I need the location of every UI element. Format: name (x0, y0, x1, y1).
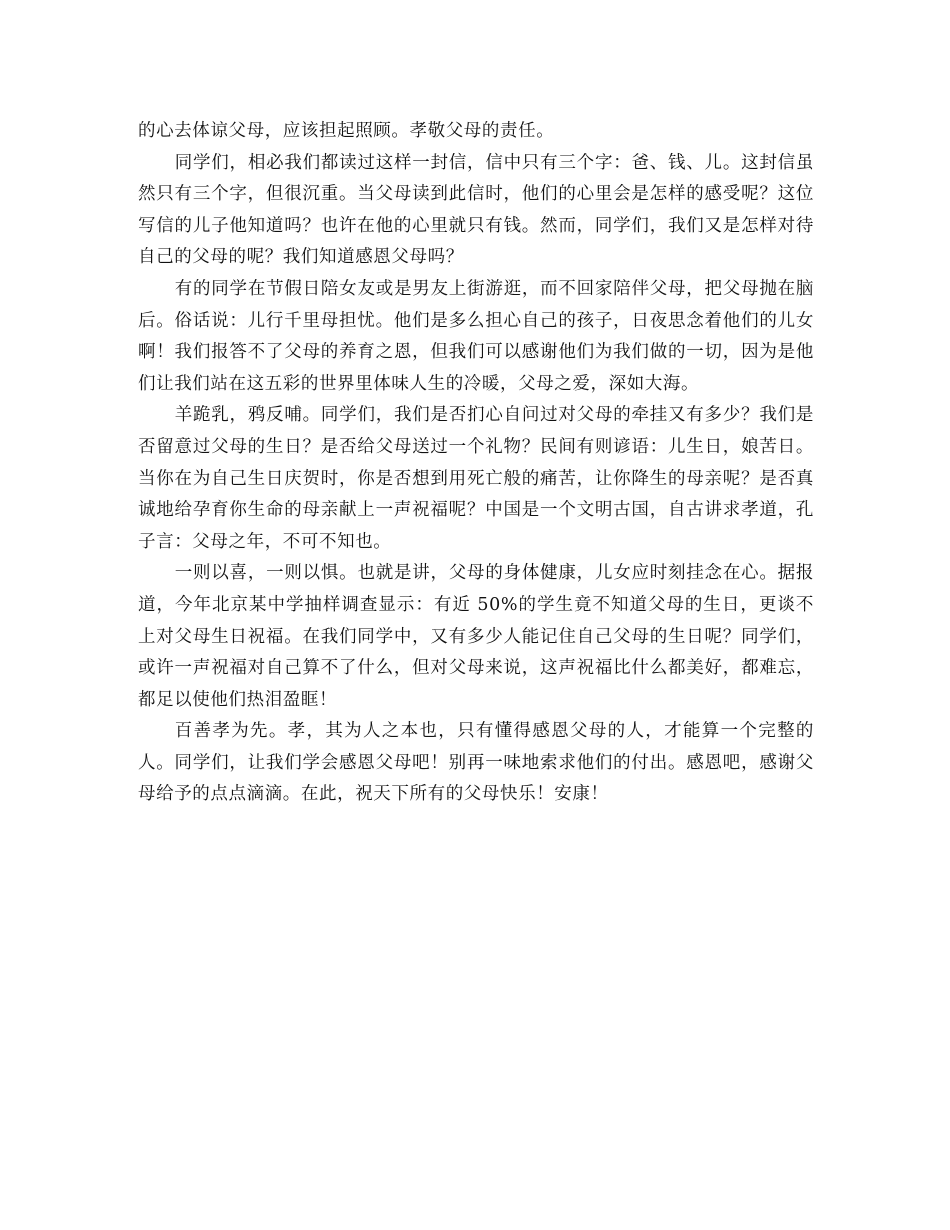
paragraph-3: 有的同学在节假日陪女友或是男友上街游逛，而不回家陪伴父母，把父母抛在脑后。俗话说：儿行千里母担忧。他们是多么担心自己的孩子，日夜思念着他们的儿女啊！我们报答不了父母的养育之恩，但我们可以感谢他们为我们做的一切，因为是他们让我们站在这五彩的世界里体味人生的冷暖，父母之爱，深如大海。 (138, 278, 814, 394)
document-body (138, 116, 814, 811)
paragraph-5: 一则以喜，一则以惧。也就是讲，父母的身体健康，儿女应时刻挂念在心。据报道，今年北京某中学抽样调查显示：有近 50%的学生竟不知道父母的生日，更谈不上对父母生日祝福。在我们同学中，又有多少人能记住自己父母的生日呢？同学们，或许一声祝福对自己算不了什么，但对父母来说，这声祝福比什么都美好，都难忘，都足以使他们热泪盈眶！ (138, 563, 814, 710)
paragraph-6: 百善孝为先。孝，其为人之本也，只有懂得感恩父母的人，才能算一个完整的人。同学们，让我们学会感恩父母吧！别再一味地索求他们的付出。感恩吧，感谢父母给予的点点滴滴。在此，祝天下所有的父母快乐！安康！ (138, 721, 814, 805)
paragraph-4: 羊跪乳，鸦反哺。同学们，我们是否扪心自问过对父母的牵挂又有多少？我们是否留意过父母的生日？是否给父母送过一个礼物？民间有则谚语：儿生日，娘苦日。当你在为自己生日庆贺时，你是否想到用死亡般的痛苦，让你降生的母亲呢？是否真诚地给孕育你生命的母亲献上一声祝福呢？中国是一个文明古国，自古讲求孝道，孔子言：父母之年，不可不知也。 (138, 405, 814, 552)
paragraph-2: 同学们，相必我们都读过这样一封信，信中只有三个字：爸、钱、儿。这封信虽然只有三个字，但很沉重。当父母读到此信时，他们的心里会是怎样的感受呢？这位写信的儿子他知道吗？也许在他的心里就只有钱。然而，同学们，我们又是怎样对待自己的父母的呢？我们知道感恩父母吗？ (138, 152, 814, 268)
paragraph-1: 的心去体谅父母，应该担起照顾。孝敬父母的责任。 (138, 121, 555, 141)
